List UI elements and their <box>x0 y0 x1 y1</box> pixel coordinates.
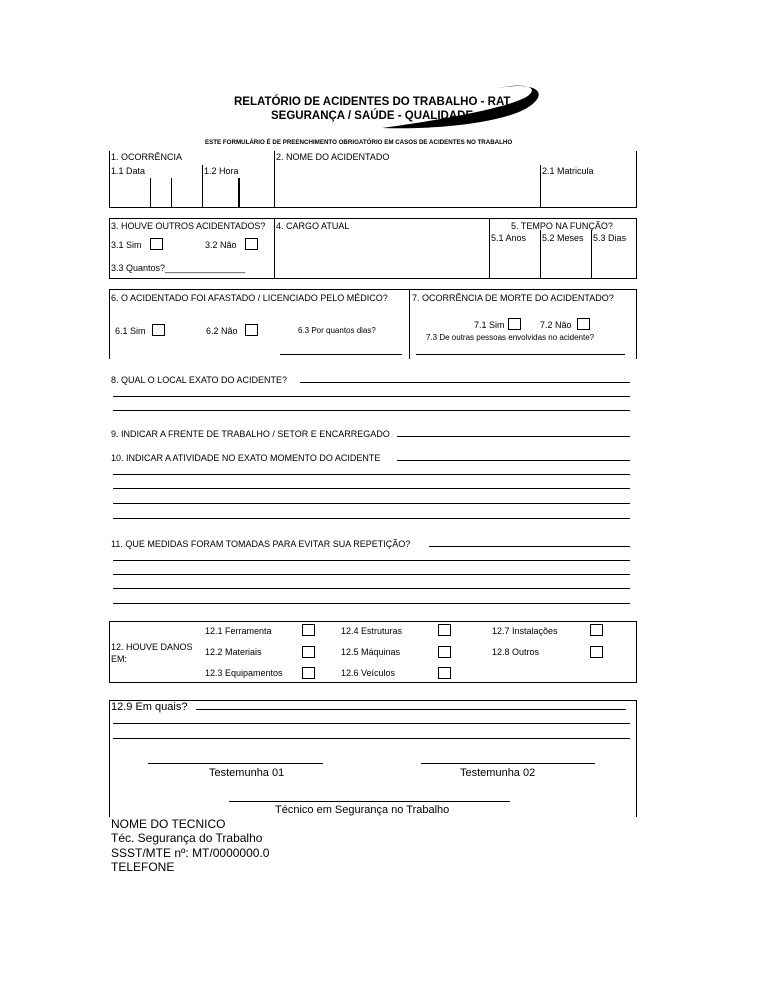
afastado-sim-label: 6.1 Sim <box>115 326 146 336</box>
outros-nao-checkbox[interactable] <box>245 238 258 250</box>
tecnico-signature-line[interactable] <box>229 801 510 802</box>
outros-sim-label: 3.1 Sim <box>111 240 142 250</box>
q10-input-line[interactable] <box>397 460 630 461</box>
outros-sim-checkbox[interactable] <box>150 238 163 250</box>
dano-materiais-checkbox[interactable] <box>302 646 315 658</box>
dano-equipamentos-label: 12.3 Equipamentos <box>205 668 283 678</box>
dano-outros-checkbox[interactable] <box>590 646 603 658</box>
hora-field[interactable]: 1.2 Hora <box>204 166 239 176</box>
morte-sim-label: 7.1 Sim <box>474 320 505 330</box>
q11-label: 11. QUE MEDIDAS FORAM TOMADAS PARA EVITAR SUA REPETIÇÃO? <box>111 539 411 549</box>
header-notice: ESTE FORMULÁRIO É DE PREENCHIMENTO OBRIGATÓRIO EM CASOS DE ACIDENTES NO TRABALHO <box>205 139 513 146</box>
dano-instalacoes-checkbox[interactable] <box>590 624 603 636</box>
meses-field[interactable]: 5.2 Meses <box>542 233 584 243</box>
cargo-atual-field[interactable]: 4. CARGO ATUAL <box>276 221 350 231</box>
danos-label: 12. HOUVE DANOS EM: <box>111 642 193 664</box>
testemunha2-signature-line[interactable] <box>421 763 595 764</box>
dano-veiculos-checkbox[interactable] <box>438 667 451 679</box>
morte-label: 7. OCORRÊNCIA DE MORTE DO ACIDENTADO? <box>412 293 614 303</box>
outros-nao-label: 3.2 Não <box>205 240 237 250</box>
testemunha1-signature-line[interactable] <box>148 763 323 764</box>
outros-acidentados-label: 3. HOUVE OUTROS ACIDENTADOS? <box>111 221 266 231</box>
nome-acidentado-field[interactable]: 2. NOME DO ACIDENTADO <box>276 152 390 162</box>
page-subtitle: SEGURANÇA / SAÚDE - QUALIDADE <box>271 110 474 122</box>
testemunha1-label: Testemunha 01 <box>209 767 285 779</box>
dano-materiais-label: 12.2 Materiais <box>205 647 262 657</box>
morte-sim-checkbox[interactable] <box>508 318 521 330</box>
quantos-field[interactable]: 3.3 Quantos?________________ <box>111 263 246 273</box>
em-quais-input-line[interactable] <box>196 709 626 710</box>
page-title: RELATÓRIO DE ACIDENTES DO TRABALHO - RAT <box>234 96 511 108</box>
afastado-sim-checkbox[interactable] <box>152 324 165 336</box>
q10-label: 10. INDICAR A ATIVIDADE NO EXATO MOMENTO DO ACIDENTE <box>111 453 381 463</box>
quantos-dias-label: 6.3 Por quantos dias? <box>298 326 376 335</box>
morte-nao-label: 7.2 Não <box>540 320 572 330</box>
footer-nome-tecnico: NOME DO TECNICO <box>111 817 226 831</box>
afastado-nao-checkbox[interactable] <box>245 324 258 336</box>
testemunha2-label: Testemunha 02 <box>460 767 536 779</box>
ocorrencia-label: 1. OCORRÊNCIA <box>111 152 183 162</box>
data-field[interactable]: 1.1 Data <box>111 166 146 176</box>
dano-estruturas-label: 12.4 Estruturas <box>341 626 403 636</box>
dano-equipamentos-checkbox[interactable] <box>302 667 315 679</box>
morte-nao-checkbox[interactable] <box>577 318 590 330</box>
dias-field[interactable]: 5.3 Dias <box>593 233 627 243</box>
q8-label: 8. QUAL O LOCAL EXATO DO ACIDENTE? <box>111 375 288 385</box>
anos-field[interactable]: 5.1 Anos <box>491 233 527 243</box>
q9-label: 9. INDICAR A FRENTE DE TRABALHO / SETOR E ENCARREGADO <box>111 429 390 439</box>
afastado-nao-label: 6.2 Não <box>206 326 238 336</box>
outras-pessoas-input-line[interactable] <box>416 354 625 355</box>
dano-veiculos-label: 12.6 Veículos <box>341 668 396 678</box>
afastado-label: 6. O ACIDENTADO FOI AFASTADO / LICENCIADO PELO MÉDICO? <box>111 293 388 303</box>
footer-cargo: Téc. Segurança do Trabalho <box>111 831 263 845</box>
tecnico-label: Técnico em Segurança no Trabalho <box>275 804 450 816</box>
q8-input-line[interactable] <box>300 382 630 383</box>
footer-registro: SSST/MTE nº: MT/0000000.0 <box>111 846 270 860</box>
footer-telefone: TELEFONE <box>111 860 175 874</box>
dano-instalacoes-label: 12.7 Instalações <box>492 626 558 636</box>
dano-estruturas-checkbox[interactable] <box>438 624 451 636</box>
dano-ferramenta-checkbox[interactable] <box>302 624 315 636</box>
tempo-funcao-label: 5. TEMPO NA FUNÇÃO? <box>511 221 613 231</box>
outras-pessoas-label: 7.3 De outras pessoas envolvidas no acidente? <box>426 333 595 342</box>
dano-ferramenta-label: 12.1 Ferramenta <box>205 626 272 636</box>
dano-outros-label: 12.8 Outros <box>492 647 540 657</box>
dano-maquinas-checkbox[interactable] <box>438 646 451 658</box>
q11-input-line[interactable] <box>429 546 630 547</box>
q9-input-line[interactable] <box>397 436 630 437</box>
dano-maquinas-label: 12.5 Máquinas <box>341 647 401 657</box>
quantos-dias-input-line[interactable] <box>280 354 402 355</box>
em-quais-label: 12.9 Em quais? <box>111 701 188 713</box>
matricula-field[interactable]: 2.1 Matricula <box>542 166 594 176</box>
